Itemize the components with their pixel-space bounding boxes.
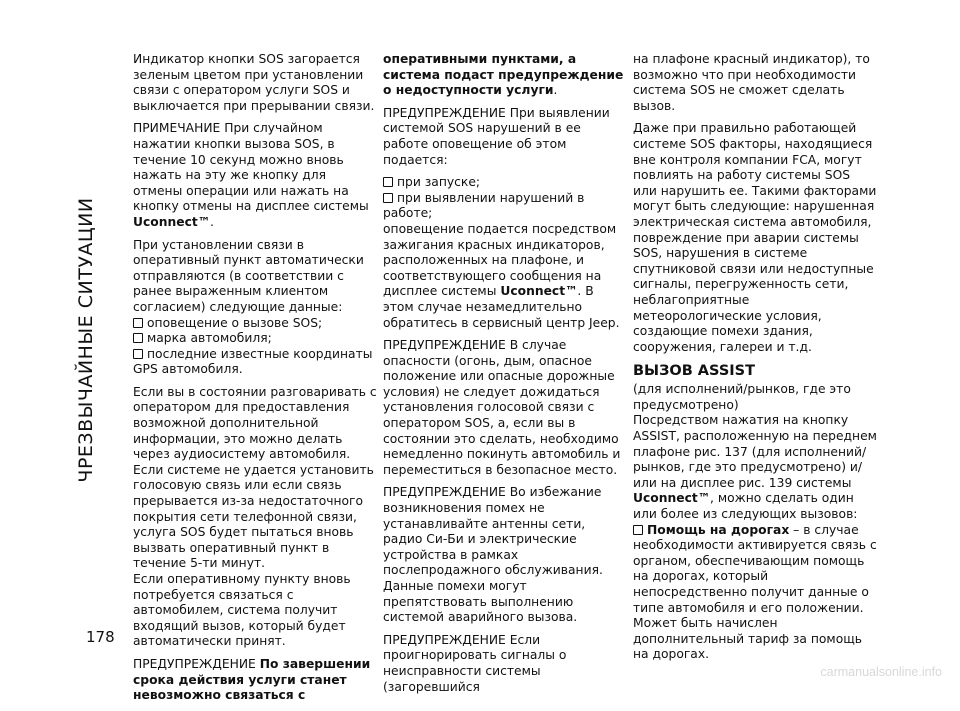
paragraph: (для исполнений/рынков, где это предусмотрено): [633, 382, 851, 412]
paragraph: Если оперативному пункту вновь потребуется связаться с автомобилем, система получит входящий вызов, который будет автоматически принят.: [133, 572, 351, 649]
paragraph: оповещение подается посредством зажигания красных индикаторов, расположенных на плафоне, и соответствующего сообщения на дисплее системы Uconnect™. В этом случае незамедлительно обратитесь в сервисный центр Jeep.: [383, 221, 620, 330]
bullet-square-icon: [383, 193, 393, 203]
brand-name: Uconnect™: [500, 284, 578, 299]
bullet-square-icon: [133, 349, 143, 359]
warning-paragraph: ПРЕДУПРЕЖДЕНИЕ Во избежание возникновения помех не устанавливайте антенны сети, радио Си-Би и электрические устройства в рамках послепродажного обслуживания.: [383, 485, 603, 578]
bullet-square-icon: [133, 318, 143, 328]
bullet-square-icon: [383, 177, 393, 187]
warning-paragraph: ПРЕДУПРЕЖДЕНИЕ При выявлении системой SOS нарушений в ее работе оповещение об этом подается:: [383, 105, 610, 167]
column-3: [633, 52, 877, 670]
chapter-title: ЧРЕЗВЫЧАЙНЫЕ СИТУАЦИИ: [75, 197, 97, 483]
bullet-item: при выявлении нарушений в работе;: [383, 190, 585, 221]
column-1: [133, 52, 377, 711]
bullet-item: Помощь на дорогах – в случае необходимости активируется связь с органом, обеспечивающим помощь на дорогах, который непосредственно получит данные о типе автомобиля и его положении. Может быть начислен дополнительный тариф за помощь на дорогах.: [633, 522, 877, 662]
paragraph: Даже при правильно работающей системе SOS факторы, находящиеся вне контроля компании FCA, могут повлиять на работу системы SOS или нарушить ее. Такими факторами могут быть следующие: нарушенная электрическая система автомобиля, повреждение при аварии системы SOS, нарушения в системе спутниковой связи или недоступные сигналы, перегруженность сети, неблагоприятные метеорологические условия, создающие помехи здания, сооружения, галереи и т.д.: [633, 121, 877, 354]
bullet-item: последние известные координаты GPS автомобиля.: [133, 346, 373, 377]
paragraph: Индикатор кнопки SOS загорается зеленым цветом при установлении связи с оператором услуги SOS и выключается при прерывании связи.: [133, 52, 375, 113]
paragraph: При установлении связи в оперативный пункт автоматически отправляются (в соответствии с ранее выраженным клиентом согласием) следующие данные:: [133, 237, 364, 314]
paragraph: на плафоне красный индикатор), то возможно что при необходимости система SOS не сможет сделать вызов.: [633, 52, 870, 113]
watermark: carmanualsonline.info: [820, 665, 942, 679]
section-heading: ВЫЗОВ ASSIST: [633, 363, 755, 380]
warning-paragraph: ПРЕДУПРЕЖДЕНИЕ По завершении срока действия услуги станет невозможно связаться с: [133, 656, 371, 703]
bullet-square-icon: [633, 525, 643, 535]
bullet-item: оповещение о вызове SOS;: [133, 316, 377, 332]
paragraph: Если вы в состоянии разговаривать с оператором для предоставления возможной дополнительной информации, это можно делать через аудиосистему автомобиля.: [133, 384, 377, 462]
warning-paragraph: ПРЕДУПРЕЖДЕНИЕ В случае опасности (огонь, дым, опасное положение или опасные дорожные условия) не следует дожидаться установления голосовой связи с оператором SOS, а, если вы в состоянии это сделать, необходимо немедленно покинуть автомобиль и переместиться в безопасное место.: [383, 338, 621, 477]
column-2: [383, 52, 627, 702]
note-paragraph: ПРИМЕЧАНИЕ При случайном нажатии кнопки вызова SOS, в течение 10 секунд можно вновь нажать на эту же кнопку для отмены операции или нажать на кнопку отмены на дисплее системы Uconnect™.: [133, 121, 369, 229]
warning-continuation: оперативными пунктами, а система подаст предупреждение о недоступности услуги.: [383, 52, 624, 98]
paragraph: Если системе не удается установить голосовую связь или если связь прерывается из-за недостаточного покрытия сети телефонной связи, услуга SOS будет пытаться вновь вызвать оперативный пункт в течение 5-ти минут.: [133, 462, 374, 571]
warning-paragraph: ПРЕДУПРЕЖДЕНИЕ Если проигнорировать сигналы о неисправности системы (загоревшийся: [383, 632, 567, 694]
paragraph: Посредством нажатия на кнопку ASSIST, расположенную на переднем плафоне рис. 137 (для исполнений/рынков, где это предусмотрено) и/или на дисплее рис. 139 системы Uconnect™, можно сделать один или более из следующих вызовов:: [633, 413, 877, 522]
brand-name: Uconnect™: [633, 491, 711, 506]
page-number: 178: [86, 628, 115, 646]
brand-name: Uconnect™: [133, 214, 211, 229]
bullet-item: при запуске;: [383, 175, 627, 191]
bullet-square-icon: [133, 333, 143, 343]
paragraph: Данные помехи могут препятствовать выполнению системой аварийного вызова.: [383, 579, 578, 625]
bullet-item: марка автомобиля;: [133, 331, 377, 347]
